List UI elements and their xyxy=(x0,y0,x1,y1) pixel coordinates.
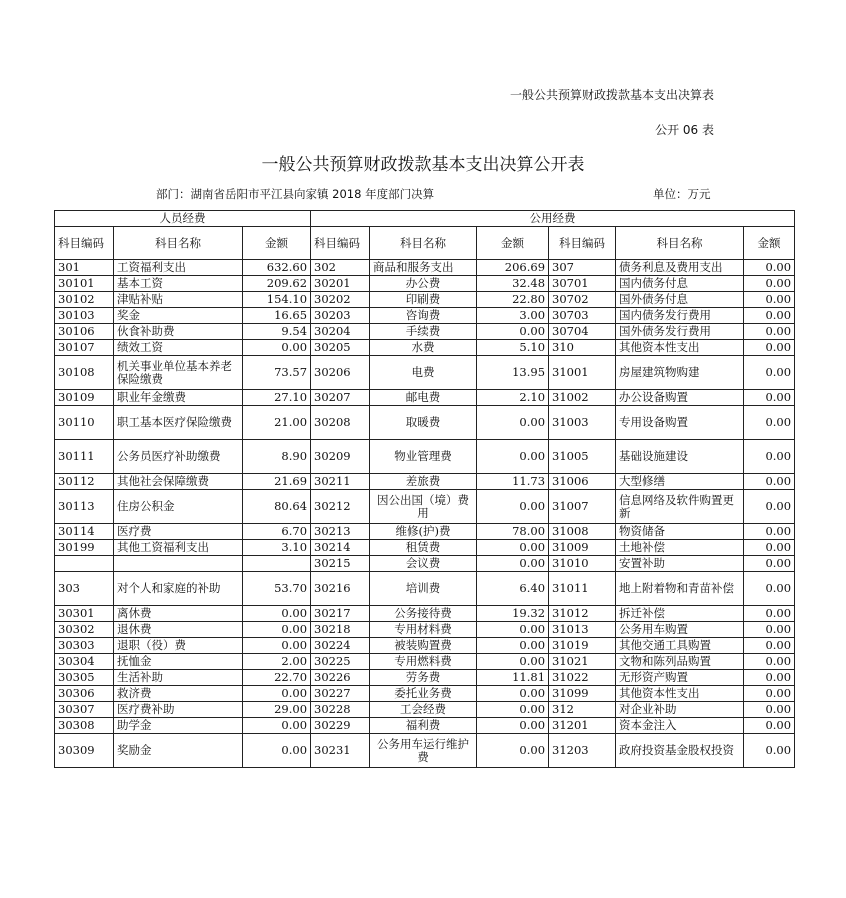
table-row xyxy=(55,440,795,474)
item-amount: 80.64 xyxy=(243,490,311,524)
item-amount: 0.00 xyxy=(744,556,795,572)
item-code: 31009 xyxy=(549,540,616,556)
item-name: 职工基本医疗保险缴费 xyxy=(114,406,243,440)
item-name: 会议费 xyxy=(370,556,477,572)
table-row xyxy=(55,308,795,324)
item-code: 31099 xyxy=(549,686,616,702)
item-code: 30107 xyxy=(55,340,114,356)
item-amount: 0.00 xyxy=(243,340,311,356)
table-row xyxy=(55,524,795,540)
item-name: 咨询费 xyxy=(370,308,477,324)
item-code: 30109 xyxy=(55,390,114,406)
item-name: 地上附着物和青苗补偿 xyxy=(616,572,744,606)
item-code: 31021 xyxy=(549,654,616,670)
item-name: 工资福利支出 xyxy=(114,260,243,276)
item-amount: 2.00 xyxy=(243,654,311,670)
item-code: 30227 xyxy=(311,686,370,702)
item-amount: 22.80 xyxy=(477,292,549,308)
item-name: 政府投资基金股权投资 xyxy=(616,734,744,768)
item-amount: 3.00 xyxy=(477,308,549,324)
item-name: 退休费 xyxy=(114,622,243,638)
item-code: 30307 xyxy=(55,702,114,718)
item-name: 因公出国（境）费用 xyxy=(370,490,477,524)
item-name: 国内债务付息 xyxy=(616,276,744,292)
item-code: 31013 xyxy=(549,622,616,638)
item-code: 30302 xyxy=(55,622,114,638)
item-amount: 0.00 xyxy=(744,654,795,670)
item-amount: 0.00 xyxy=(243,638,311,654)
item-amount: 0.00 xyxy=(477,734,549,768)
item-amount: 209.62 xyxy=(243,276,311,292)
item-name xyxy=(114,556,243,572)
item-amount: 0.00 xyxy=(744,292,795,308)
item-amount: 0.00 xyxy=(477,490,549,524)
item-name: 救济费 xyxy=(114,686,243,702)
item-name: 专用设备购置 xyxy=(616,406,744,440)
col-name-header: 科目名称 xyxy=(616,227,744,260)
col-name-header: 科目名称 xyxy=(114,227,243,260)
item-code: 30231 xyxy=(311,734,370,768)
item-name: 奖励金 xyxy=(114,734,243,768)
group-public-header: 公用经费 xyxy=(311,211,795,227)
item-amount: 0.00 xyxy=(744,356,795,390)
item-name: 公务用车购置 xyxy=(616,622,744,638)
item-code: 31001 xyxy=(549,356,616,390)
table-row xyxy=(55,390,795,406)
table-row xyxy=(55,622,795,638)
item-code: 30309 xyxy=(55,734,114,768)
item-code: 31019 xyxy=(549,638,616,654)
item-code: 30301 xyxy=(55,606,114,622)
item-code: 30208 xyxy=(311,406,370,440)
item-code xyxy=(55,556,114,572)
item-amount: 0.00 xyxy=(477,324,549,340)
item-amount: 0.00 xyxy=(744,686,795,702)
document-label: 一般公共预算财政拨款基本支出决算表 xyxy=(509,88,714,102)
item-code: 31008 xyxy=(549,524,616,540)
table-row xyxy=(55,638,795,654)
item-amount: 0.00 xyxy=(744,390,795,406)
item-name: 离休费 xyxy=(114,606,243,622)
item-code: 31005 xyxy=(549,440,616,474)
item-amount: 0.00 xyxy=(744,474,795,490)
item-code: 30229 xyxy=(311,718,370,734)
item-name: 公务接待费 xyxy=(370,606,477,622)
group-header-row xyxy=(55,211,795,227)
item-name: 基本工资 xyxy=(114,276,243,292)
item-name: 绩效工资 xyxy=(114,340,243,356)
table-row xyxy=(55,276,795,292)
col-code-header: 科目编码 xyxy=(55,227,114,260)
item-amount: 0.00 xyxy=(243,718,311,734)
item-code: 301 xyxy=(55,260,114,276)
col-amount-header: 金额 xyxy=(744,227,795,260)
item-code: 31003 xyxy=(549,406,616,440)
item-name: 职业年金缴费 xyxy=(114,390,243,406)
item-amount: 53.70 xyxy=(243,572,311,606)
item-name: 奖金 xyxy=(114,308,243,324)
item-amount: 0.00 xyxy=(477,718,549,734)
item-name: 房屋建筑物购建 xyxy=(616,356,744,390)
item-name: 医疗费 xyxy=(114,524,243,540)
col-amount-header: 金额 xyxy=(243,227,311,260)
department-line: 部门：湖南省岳阳市平江县向家镇 2018 年度部门决算 xyxy=(156,187,435,201)
item-code: 30201 xyxy=(311,276,370,292)
item-name: 国外债务付息 xyxy=(616,292,744,308)
item-name: 水费 xyxy=(370,340,477,356)
item-name: 其他资本性支出 xyxy=(616,686,744,702)
document-code: 公开 06 表 xyxy=(655,123,714,137)
item-amount: 0.00 xyxy=(744,406,795,440)
item-amount: 0.00 xyxy=(744,638,795,654)
item-amount: 27.10 xyxy=(243,390,311,406)
item-amount: 0.00 xyxy=(477,440,549,474)
item-amount: 0.00 xyxy=(477,686,549,702)
item-code: 31012 xyxy=(549,606,616,622)
item-amount: 19.32 xyxy=(477,606,549,622)
item-name: 差旅费 xyxy=(370,474,477,490)
item-amount: 0.00 xyxy=(744,276,795,292)
item-amount: 0.00 xyxy=(744,308,795,324)
item-code: 30226 xyxy=(311,670,370,686)
item-name: 其他资本性支出 xyxy=(616,340,744,356)
table-row xyxy=(55,654,795,670)
table-row xyxy=(55,702,795,718)
item-name: 退职（役）费 xyxy=(114,638,243,654)
item-amount: 0.00 xyxy=(243,606,311,622)
item-code: 30199 xyxy=(55,540,114,556)
item-code: 30303 xyxy=(55,638,114,654)
item-name: 印刷费 xyxy=(370,292,477,308)
item-name: 津贴补贴 xyxy=(114,292,243,308)
item-amount: 3.10 xyxy=(243,540,311,556)
item-amount: 0.00 xyxy=(744,260,795,276)
col-code-header: 科目编码 xyxy=(549,227,616,260)
item-code: 30103 xyxy=(55,308,114,324)
table-row xyxy=(55,260,795,276)
item-code: 30202 xyxy=(311,292,370,308)
item-code: 31007 xyxy=(549,490,616,524)
item-amount: 21.69 xyxy=(243,474,311,490)
item-name: 维修(护)费 xyxy=(370,524,477,540)
item-code: 31201 xyxy=(549,718,616,734)
item-name: 土地补偿 xyxy=(616,540,744,556)
item-amount xyxy=(243,556,311,572)
item-amount: 78.00 xyxy=(477,524,549,540)
item-amount: 0.00 xyxy=(744,702,795,718)
item-amount: 0.00 xyxy=(744,670,795,686)
item-amount: 8.90 xyxy=(243,440,311,474)
item-amount: 206.69 xyxy=(477,260,549,276)
item-code: 30101 xyxy=(55,276,114,292)
item-amount: 11.81 xyxy=(477,670,549,686)
item-code: 30212 xyxy=(311,490,370,524)
item-code: 30228 xyxy=(311,702,370,718)
table-row xyxy=(55,356,795,390)
table-row xyxy=(55,490,795,524)
item-code: 30701 xyxy=(549,276,616,292)
item-name: 资本金注入 xyxy=(616,718,744,734)
item-code: 310 xyxy=(549,340,616,356)
item-amount: 0.00 xyxy=(744,490,795,524)
page-title: 一般公共预算财政拨款基本支出决算公开表 xyxy=(261,155,585,175)
table-row xyxy=(55,292,795,308)
table-row xyxy=(55,572,795,606)
item-code: 30112 xyxy=(55,474,114,490)
item-name: 劳务费 xyxy=(370,670,477,686)
item-amount: 0.00 xyxy=(477,406,549,440)
item-name: 医疗费补助 xyxy=(114,702,243,718)
item-name: 培训费 xyxy=(370,572,477,606)
item-name: 安置补助 xyxy=(616,556,744,572)
item-name: 机关事业单位基本养老保险缴费 xyxy=(114,356,243,390)
table-row xyxy=(55,734,795,768)
item-name: 其他工资福利支出 xyxy=(114,540,243,556)
item-name: 对企业补助 xyxy=(616,702,744,718)
table-row xyxy=(55,340,795,356)
item-code: 30204 xyxy=(311,324,370,340)
item-amount: 73.57 xyxy=(243,356,311,390)
item-name: 办公设备购置 xyxy=(616,390,744,406)
item-code: 30215 xyxy=(311,556,370,572)
item-name: 取暖费 xyxy=(370,406,477,440)
item-code: 30214 xyxy=(311,540,370,556)
item-name: 工会经费 xyxy=(370,702,477,718)
item-name: 大型修缮 xyxy=(616,474,744,490)
table-row xyxy=(55,670,795,686)
group-personnel-header: 人员经费 xyxy=(55,211,311,227)
item-amount: 0.00 xyxy=(477,702,549,718)
item-name: 信息网络及软件购置更新 xyxy=(616,490,744,524)
item-amount: 29.00 xyxy=(243,702,311,718)
item-name: 拆迁补偿 xyxy=(616,606,744,622)
item-code: 30225 xyxy=(311,654,370,670)
item-name: 无形资产购置 xyxy=(616,670,744,686)
col-amount-header: 金额 xyxy=(477,227,549,260)
item-code: 30218 xyxy=(311,622,370,638)
table-row xyxy=(55,686,795,702)
item-amount: 632.60 xyxy=(243,260,311,276)
unit-label: 单位：万元 xyxy=(653,187,711,201)
item-code: 30111 xyxy=(55,440,114,474)
item-name: 国内债务发行费用 xyxy=(616,308,744,324)
table-row xyxy=(55,406,795,440)
item-code: 30207 xyxy=(311,390,370,406)
item-amount: 21.00 xyxy=(243,406,311,440)
item-amount: 0.00 xyxy=(744,524,795,540)
item-amount: 9.54 xyxy=(243,324,311,340)
table-row xyxy=(55,556,795,572)
item-name: 福利费 xyxy=(370,718,477,734)
item-code: 30305 xyxy=(55,670,114,686)
item-name: 生活补助 xyxy=(114,670,243,686)
item-code: 30213 xyxy=(311,524,370,540)
item-name: 其他交通工具购置 xyxy=(616,638,744,654)
table-row xyxy=(55,540,795,556)
item-amount: 0.00 xyxy=(477,654,549,670)
item-code: 30205 xyxy=(311,340,370,356)
item-code: 30113 xyxy=(55,490,114,524)
item-code: 30216 xyxy=(311,572,370,606)
item-amount: 22.70 xyxy=(243,670,311,686)
item-name: 电费 xyxy=(370,356,477,390)
item-name: 物业管理费 xyxy=(370,440,477,474)
item-code: 302 xyxy=(311,260,370,276)
item-code: 31203 xyxy=(549,734,616,768)
item-amount: 0.00 xyxy=(744,440,795,474)
item-name: 办公费 xyxy=(370,276,477,292)
item-code: 30203 xyxy=(311,308,370,324)
item-amount: 0.00 xyxy=(477,622,549,638)
item-name: 物资储备 xyxy=(616,524,744,540)
item-amount: 6.70 xyxy=(243,524,311,540)
item-name: 债务利息及费用支出 xyxy=(616,260,744,276)
item-code: 30308 xyxy=(55,718,114,734)
item-code: 31022 xyxy=(549,670,616,686)
item-code: 303 xyxy=(55,572,114,606)
item-name: 公务用车运行维护费 xyxy=(370,734,477,768)
item-amount: 0.00 xyxy=(744,540,795,556)
item-amount: 0.00 xyxy=(744,340,795,356)
col-name-header: 科目名称 xyxy=(370,227,477,260)
item-amount: 0.00 xyxy=(243,622,311,638)
item-amount: 154.10 xyxy=(243,292,311,308)
item-name: 商品和服务支出 xyxy=(370,260,477,276)
item-code: 30224 xyxy=(311,638,370,654)
item-code: 30206 xyxy=(311,356,370,390)
item-amount: 13.95 xyxy=(477,356,549,390)
item-name: 被装购置费 xyxy=(370,638,477,654)
item-amount: 32.48 xyxy=(477,276,549,292)
item-name: 住房公积金 xyxy=(114,490,243,524)
item-name: 伙食补助费 xyxy=(114,324,243,340)
item-code: 30304 xyxy=(55,654,114,670)
item-amount: 6.40 xyxy=(477,572,549,606)
column-header-row xyxy=(55,227,795,260)
item-name: 邮电费 xyxy=(370,390,477,406)
item-code: 30702 xyxy=(549,292,616,308)
item-name: 委托业务费 xyxy=(370,686,477,702)
item-code: 30703 xyxy=(549,308,616,324)
item-name: 助学金 xyxy=(114,718,243,734)
item-name: 公务员医疗补助缴费 xyxy=(114,440,243,474)
item-code: 31011 xyxy=(549,572,616,606)
expenditure-table xyxy=(54,210,795,768)
item-amount: 0.00 xyxy=(744,734,795,768)
item-amount: 0.00 xyxy=(243,686,311,702)
item-name: 对个人和家庭的补助 xyxy=(114,572,243,606)
item-amount: 0.00 xyxy=(477,540,549,556)
item-name: 手续费 xyxy=(370,324,477,340)
item-name: 其他社会保障缴费 xyxy=(114,474,243,490)
item-name: 专用燃料费 xyxy=(370,654,477,670)
item-code: 30217 xyxy=(311,606,370,622)
item-code: 31010 xyxy=(549,556,616,572)
item-code: 312 xyxy=(549,702,616,718)
item-name: 文物和陈列品购置 xyxy=(616,654,744,670)
table-row xyxy=(55,606,795,622)
item-code: 31006 xyxy=(549,474,616,490)
item-amount: 11.73 xyxy=(477,474,549,490)
item-amount: 0.00 xyxy=(744,572,795,606)
item-amount: 0.00 xyxy=(477,638,549,654)
item-code: 30306 xyxy=(55,686,114,702)
item-amount: 16.65 xyxy=(243,308,311,324)
item-name: 基础设施建设 xyxy=(616,440,744,474)
item-amount: 5.10 xyxy=(477,340,549,356)
item-code: 31002 xyxy=(549,390,616,406)
item-code: 30108 xyxy=(55,356,114,390)
table-row xyxy=(55,324,795,340)
item-name: 租赁费 xyxy=(370,540,477,556)
item-amount: 0.00 xyxy=(744,324,795,340)
item-amount: 0.00 xyxy=(243,734,311,768)
col-code-header: 科目编码 xyxy=(311,227,370,260)
item-code: 30209 xyxy=(311,440,370,474)
table-row xyxy=(55,474,795,490)
item-name: 抚恤金 xyxy=(114,654,243,670)
item-code: 30106 xyxy=(55,324,114,340)
item-amount: 0.00 xyxy=(477,556,549,572)
item-name: 国外债务发行费用 xyxy=(616,324,744,340)
item-code: 30102 xyxy=(55,292,114,308)
item-code: 30110 xyxy=(55,406,114,440)
item-amount: 2.10 xyxy=(477,390,549,406)
item-code: 30211 xyxy=(311,474,370,490)
item-code: 307 xyxy=(549,260,616,276)
item-amount: 0.00 xyxy=(744,718,795,734)
item-amount: 0.00 xyxy=(744,622,795,638)
item-code: 30114 xyxy=(55,524,114,540)
item-name: 专用材料费 xyxy=(370,622,477,638)
table-row xyxy=(55,718,795,734)
item-amount: 0.00 xyxy=(744,606,795,622)
item-code: 30704 xyxy=(549,324,616,340)
